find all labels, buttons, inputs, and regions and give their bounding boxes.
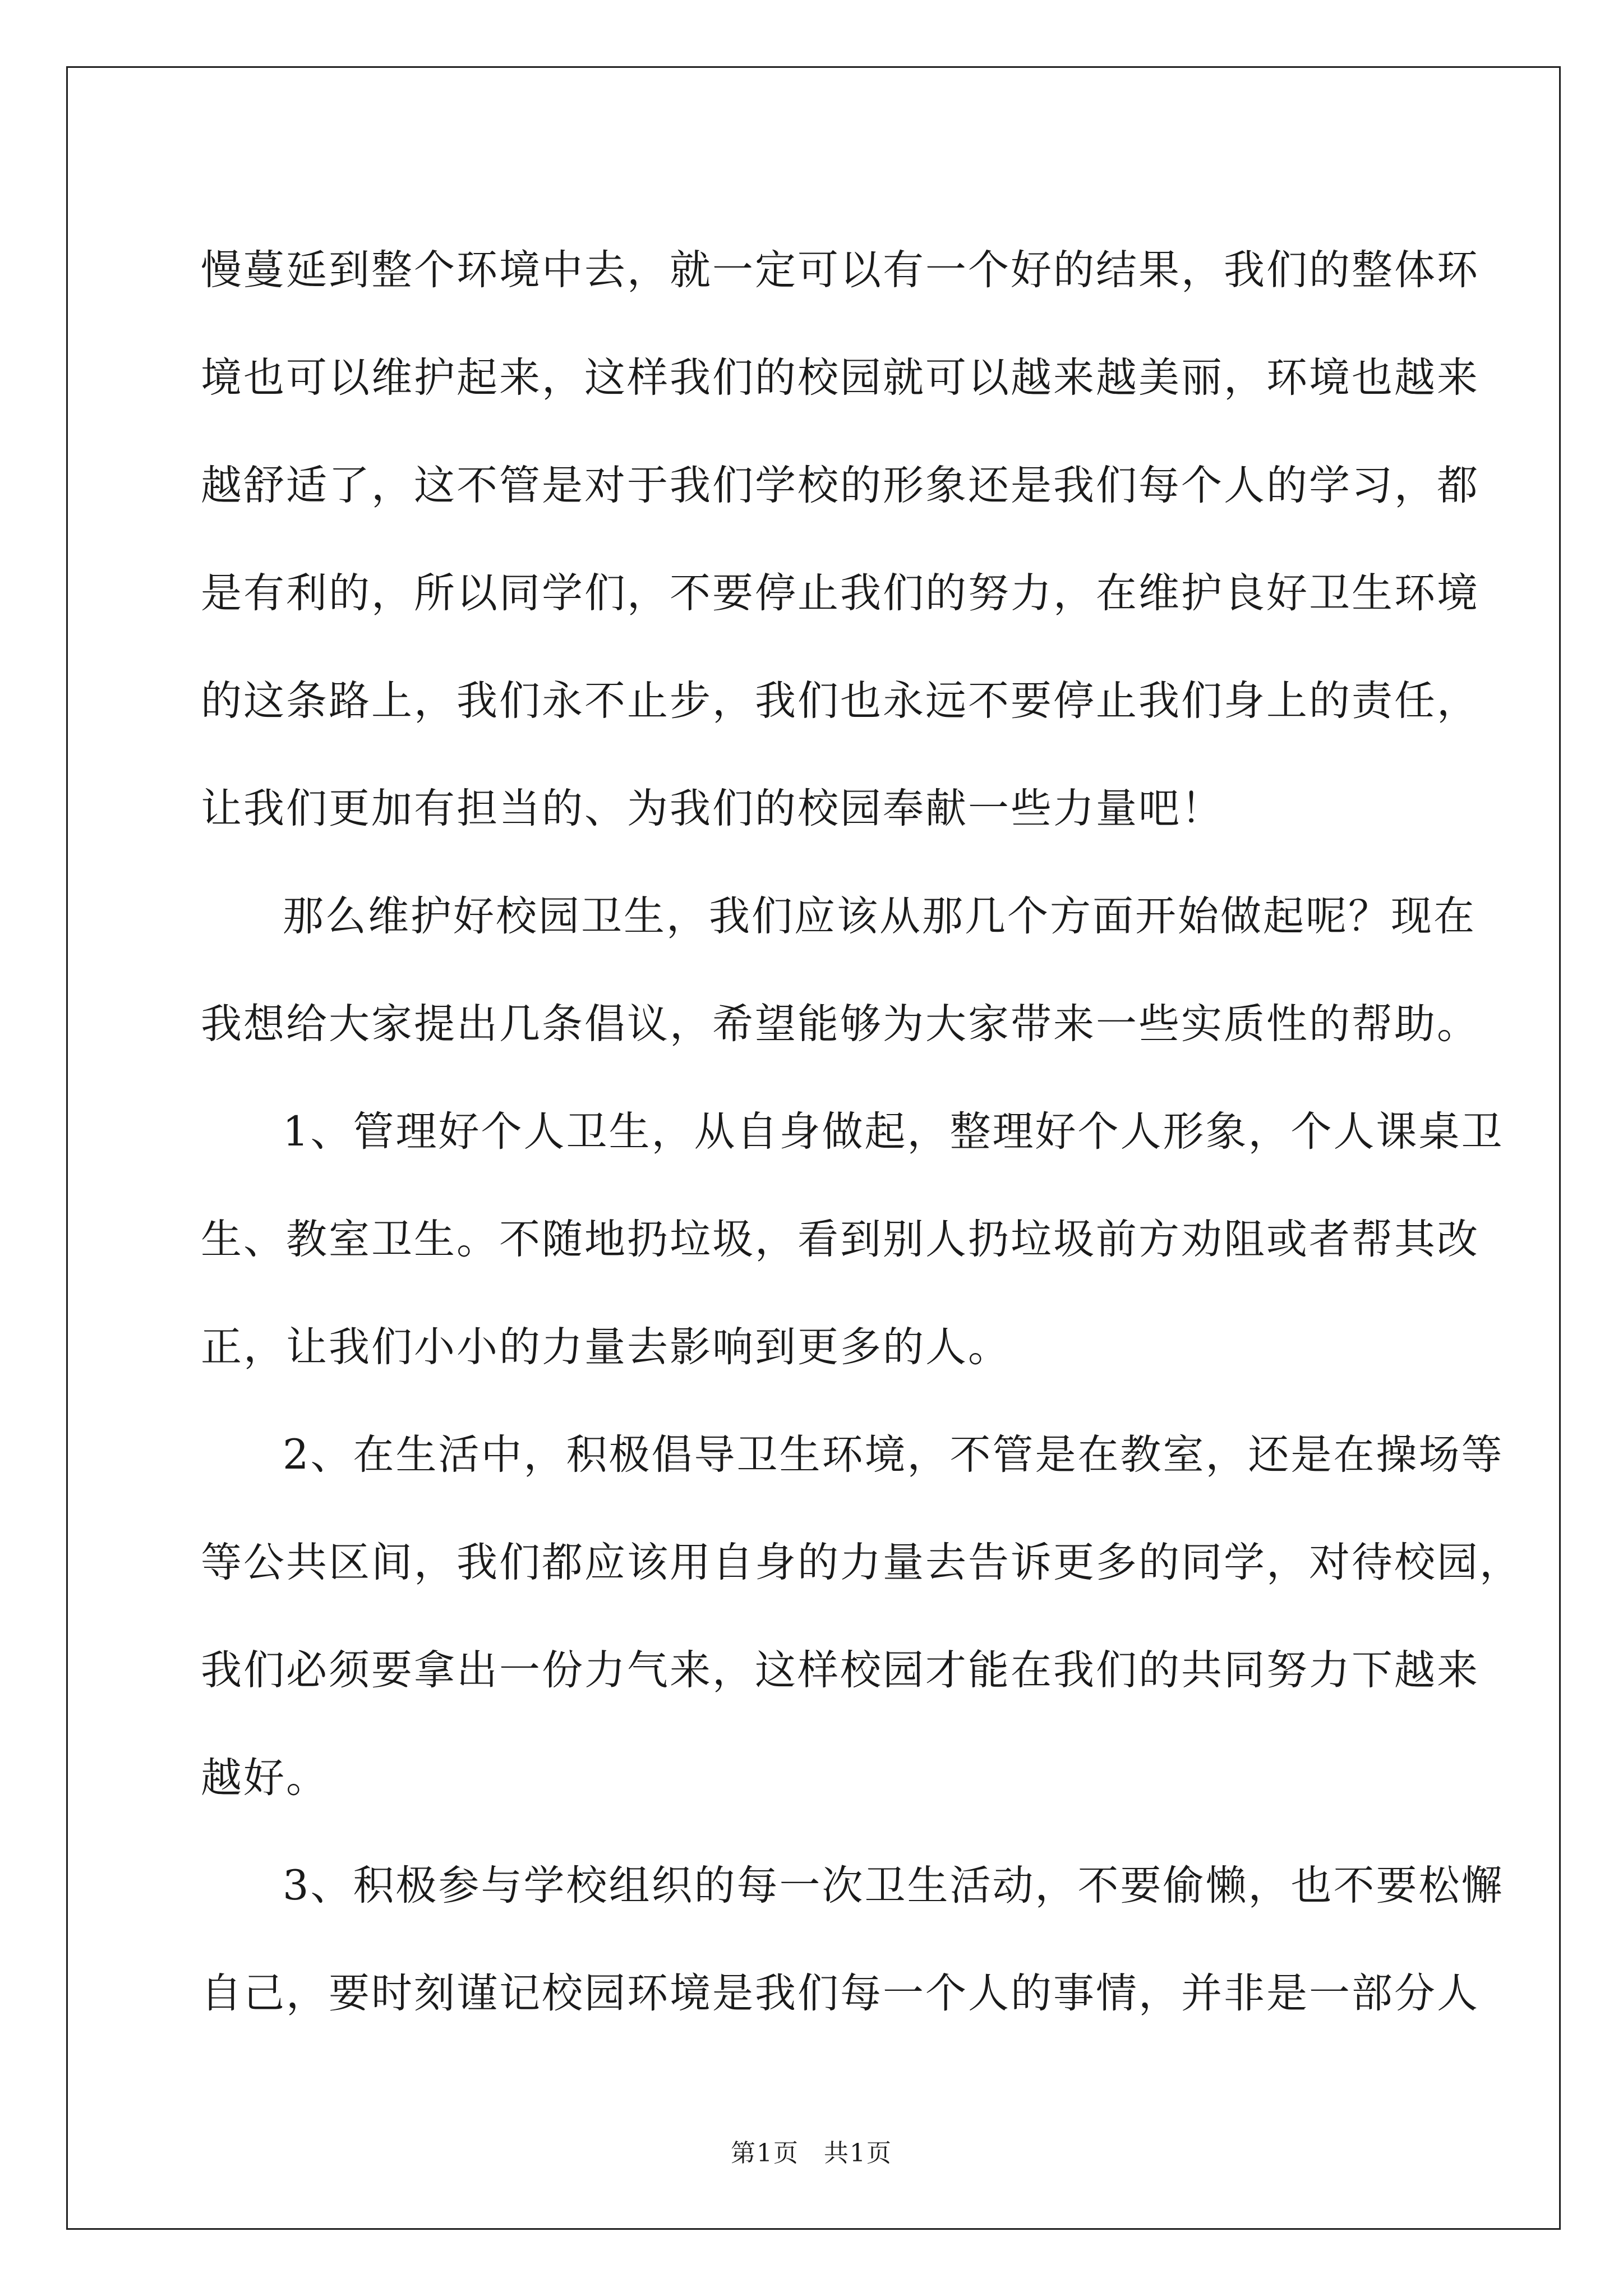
text-line: 越好。 [201,1754,329,1802]
text-line: 那么维护好校园卫生，我们应该从那几个方面开始做起呢？现在 [283,892,1476,940]
text-line: 2、在生活中，积极倡导卫生环境，不管是在教室，还是在操场等 [283,1431,1504,1479]
text-line: 等公共区间，我们都应该用自身的力量去告诉更多的同学，对待校园， [201,1539,1522,1586]
text-line: 慢蔓延到整个环境中去，就一定可以有一个好的结果，我们的整体环 [201,246,1479,294]
text-line: 的这条路上，我们永不止步，我们也永远不要停止我们身上的责任， [201,677,1479,725]
document-body [201,217,1522,2047]
text-line: 正，让我们小小的力量去影响到更多的人。 [201,1323,1011,1371]
body-text [201,217,1522,2047]
text-line: 3、积极参与学校组织的每一次卫生活动，不要偷懒，也不要松懈 [283,1862,1504,1910]
text-line: 我想给大家提出几条倡议，希望能够为大家带来一些实质性的帮助。 [201,1000,1479,1048]
text-line: 越舒适了，这不管是对于我们学校的形象还是我们每个人的学习，都 [201,462,1479,509]
page-number-total: 共1页 [824,2139,892,2168]
text-line: 1、管理好个人卫生，从自身做起，整理好个人形象，个人课桌卫 [283,1108,1504,1156]
page-footer [0,2133,1623,2169]
page-number-current: 第1页 [731,2139,799,2168]
text-line: 生、教室卫生。不随地扔垃圾，看到别人扔垃圾前方劝阻或者帮其改 [201,1216,1479,1263]
text-line: 让我们更加有担当的、为我们的校园奉献一些力量吧！ [201,785,1224,832]
text-line: 是有利的，所以同学们，不要停止我们的努力，在维护良好卫生环境 [201,569,1479,617]
text-line: 我们必须要拿出一份力气来，这样校园才能在我们的共同努力下越来 [201,1646,1479,1694]
text-line: 境也可以维护起来，这样我们的校园就可以越来越美丽，环境也越来 [201,354,1479,402]
text-line: 自己，要时刻谨记校园环境是我们每一个人的事情，并非是一部分人 [201,1970,1479,2017]
